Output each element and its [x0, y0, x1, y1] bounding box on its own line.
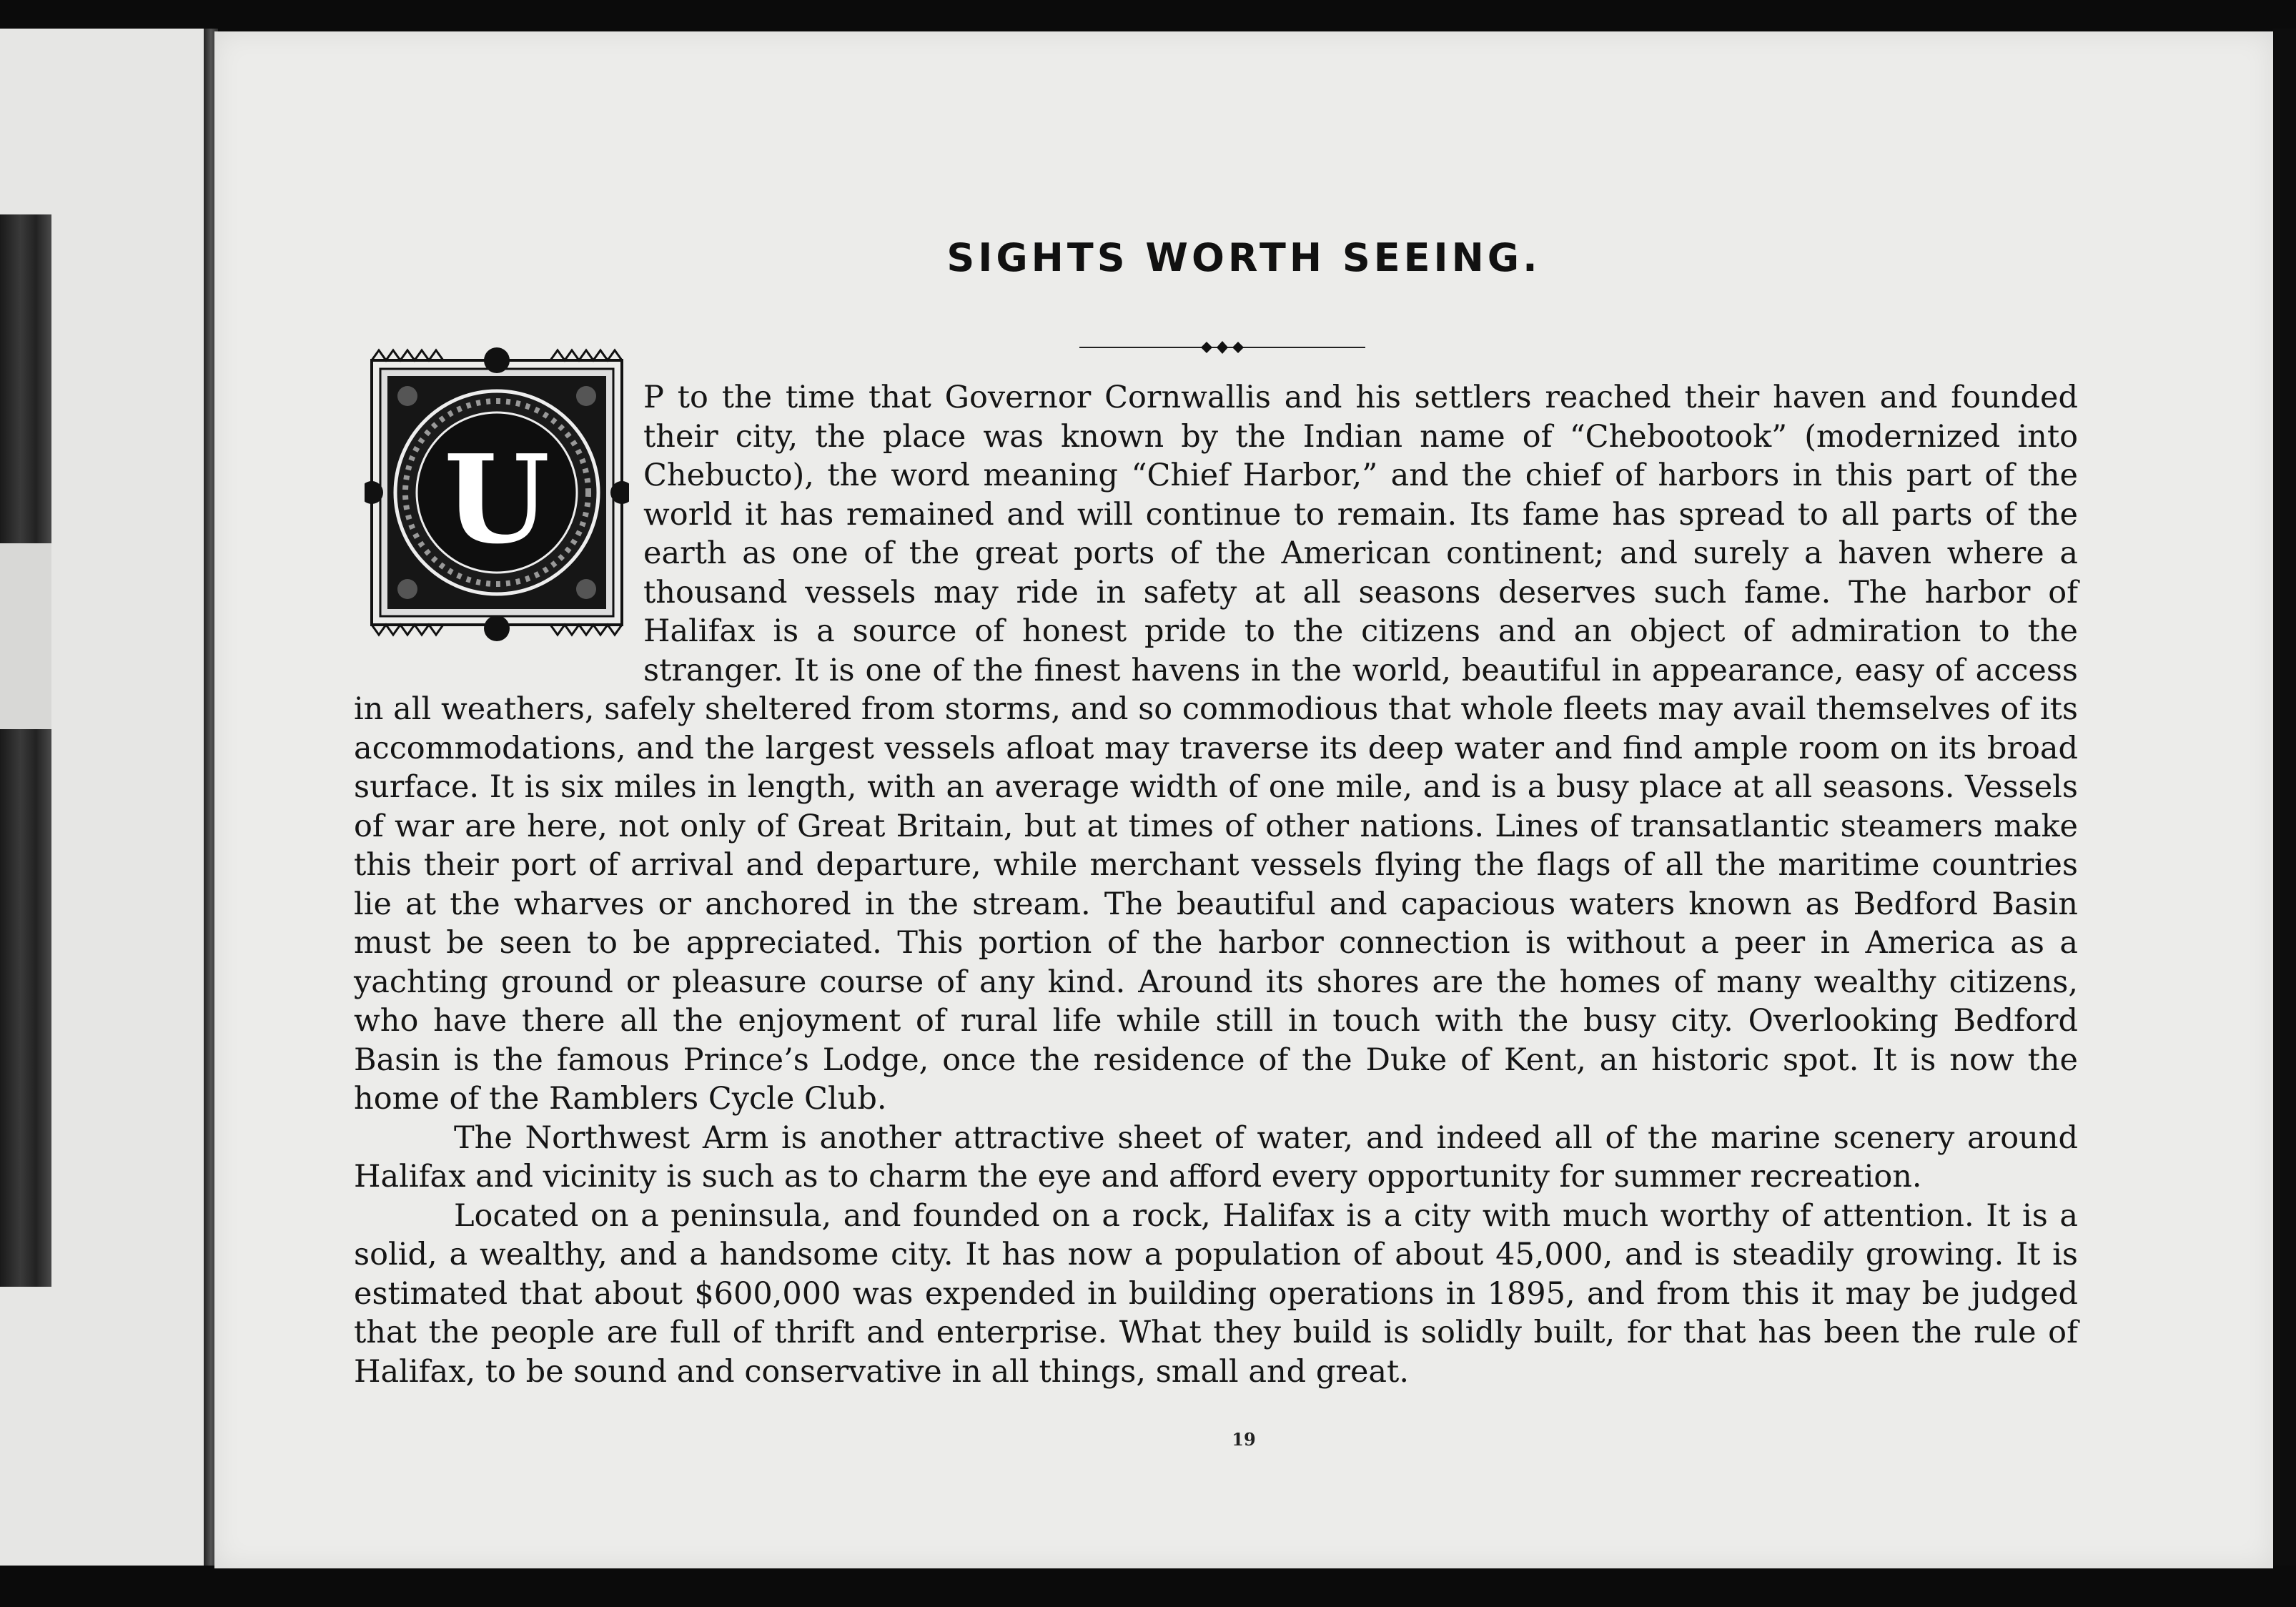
- drop-cap-spacer: [354, 378, 643, 687]
- paragraph-city: Located on a peninsula, and founded on a rock, Halifax is a city with much worthy of attention. It is a solid, a wealthy, and a handsome city. It has now a population of about 45,000, and is steadily growing. It is estimated that about $600,000 was expended in building operations in 1895, and from this it may be judged that the people are full of thrift and enterprise. What they build is solidly built, for that has been the rule of Halifax, to be sound and conservative in all things, small and great.: [354, 1197, 2078, 1390]
- page-title: SIGHTS WORTH SEEING.: [946, 235, 1541, 280]
- drop-cap-letter: U: [443, 428, 550, 571]
- left-facing-page: [0, 29, 208, 1566]
- article-body: [354, 378, 2078, 1391]
- scan-right-edge: [2273, 29, 2296, 1573]
- book-page: [214, 31, 2273, 1568]
- title-divider-ornament: [1072, 332, 1372, 360]
- page-number: 19: [1232, 1429, 1256, 1450]
- paragraph-northwest-arm: The Northwest Arm is another attractive sheet of water, and indeed all of the marine scenery around Halifax and vicinity is such as to charm the eye and afford every opportunity for summer recreation.: [354, 1119, 2078, 1195]
- left-page-photo-gap: [0, 543, 51, 729]
- left-page-photo-strip: [0, 214, 51, 1287]
- paragraph-harbor: P to the time that Governor Cornwallis and his settlers reached their haven and founded their city, the place was known by the Indian name of “Chebootook” (modernized into Chebucto), the word meaning “Chief Harbor,” and the chief of harbors in this part of the world it has remained and will continue to remain. Its fame has spread to all parts of the earth as one of the great ports of the American continent; and surely a haven where a thousand vessels may ride in safety at all seasons deserves such fame. The harbor of Halifax is a source of honest pride to the citizens and an object of admiration to the stranger. It is one of the finest havens in the world, beautiful in appearance, easy of access in all weathers, safely sheltered from storms, and so commodious that whole fleets may avail themselves of its accommodations, and the largest vessels afloat may traverse its deep water and find ample room on its broad surface. It is six miles in length, with an average width of one mile, and is a busy place at all seasons. Vessels of war are here, not only of Great Britain, but at times of other nations. Lines of transatlantic steamers make this their port of arrival and departure, while merchant vessels flying the flags of all the maritime countries lie at the wharves or anchored in the stream. The beautiful and capacious waters known as Bedford Basin must be seen to be appreciated. This portion of the harbor connection is without a peer in America as a yachting ground or pleasure course of any kind. Around its shores are the homes of many wealthy citizens, who have there all the enjoyment of rural life while still in touch with the busy city. Overlooking Bedford Basin is the famous Prince’s Lodge, once the residence of the Duke of Kent, an historic spot. It is now the home of the Ramblers Cycle Club.: [354, 380, 2078, 1117]
- scan-bottom-edge: [0, 1566, 2296, 1607]
